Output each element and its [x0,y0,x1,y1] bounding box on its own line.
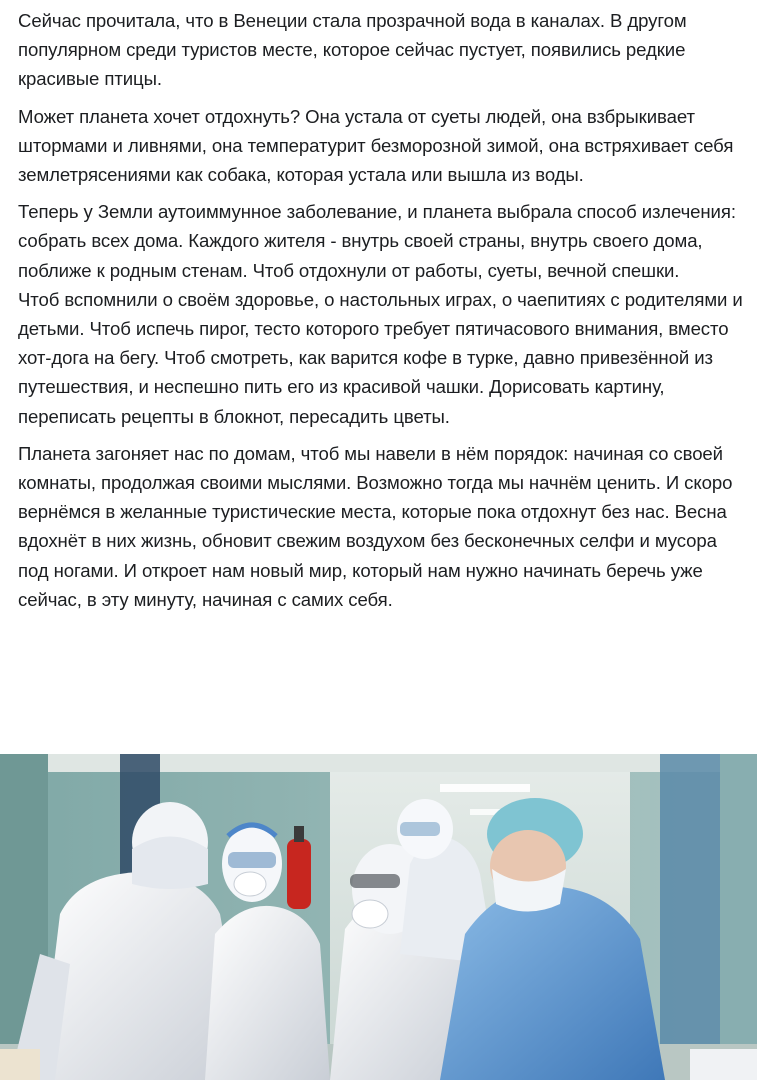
medical-cart [690,1049,757,1080]
post-text [18,6,746,622]
supply-box [0,1049,40,1080]
post-paragraph: Теперь у Земли аутоиммунное заболевание, и планета выбрала способ излечения: собрать всех дома. Каждого жителя - внутрь своей страны, внутрь своего дома, поближе к родным стенам. Чтоб отдохнули от работы, суеты, вечной спешки. [18,201,736,281]
post-paragraph: Планета загоняет нас по домам, чтоб мы навели в нём порядок: начиная со своей комнаты, продолжая своими мыслями. Возможно тогда мы начнём ценить. И скоро вернёмся в желанные туристические места, которые пока отдохнут без нас. Весна вдохнёт в них жизнь, обновит свежим воздухом без бесконечных селфи и мусора под ногами. И откроет нам новый мир, который нам нужно начинать беречь уже сейчас, в эту минуту, начиная с самих себя. [18,442,733,610]
photo-illustration [0,754,757,1080]
post-paragraph: Чтоб вспомнили о своём здоровье, о настольных играх, о чаепитиях с родителями и детьми. Чтоб испечь пирог, тесто которого требует пятичасового внимания, вместо хот-дога на бегу. Чтоб смотреть, как варится кофе в турке, давно привезённой из путешествия, и неспешно пить его из красивой чашки. Дорисовать картину, переписать рецепты в блокнот, пересадить цветы. [18,288,743,427]
medical-staff-photo[interactable] [0,754,757,1080]
door [660,754,720,1080]
post-paragraph: Может планета хочет отдохнуть? Она устала от суеты людей, она взбрыкивает штормами и ливнями, она температурит безморозной зимой, она встряхивает себя землетрясениями как собака, которая устала или вышла из воды. [18,105,734,186]
fire-extinguisher [287,839,311,909]
ceiling-light [440,784,530,792]
post-paragraph: Сейчас прочитала, что в Венеции стала прозрачной вода в каналах. В другом популярном среди туристов месте, которое сейчас пустует, появились редкие красивые птицы. [18,10,687,90]
